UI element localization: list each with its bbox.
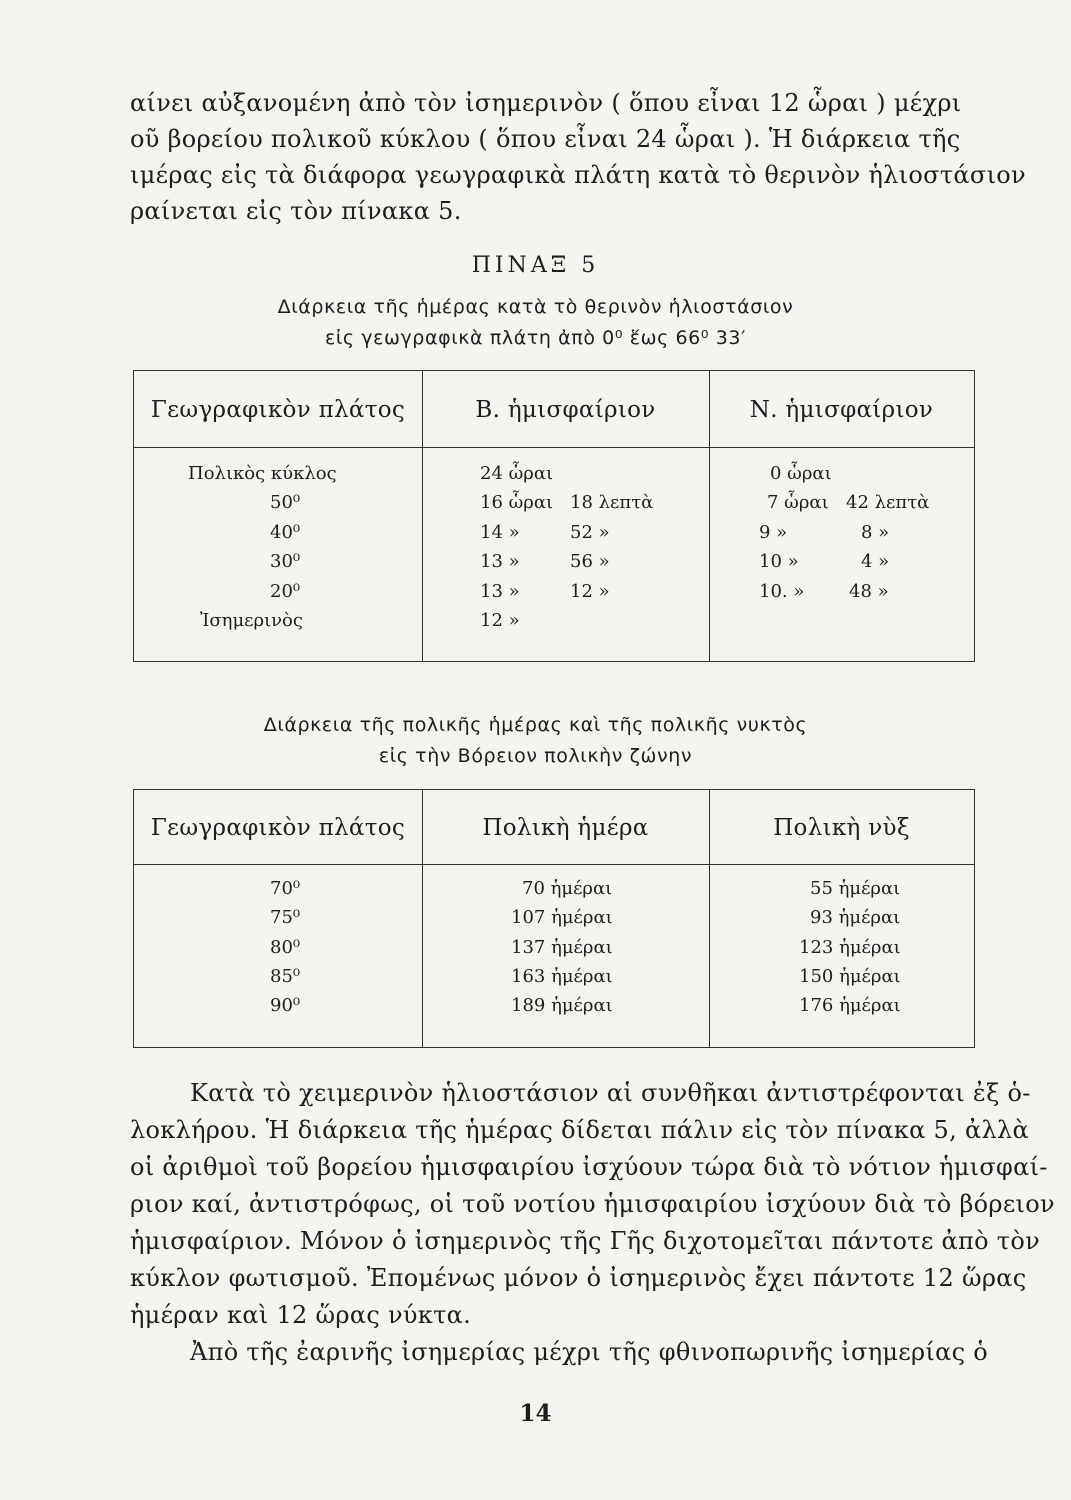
text-line: Ἀπὸ τῆς ἐαρινῆς ἰσημερίας μέχρι τῆς φθινοπωρινῆς ἰσημερίας ὁ [190,1338,989,1366]
cell-latitude: 90⁰ [270,995,301,1016]
cell-polar-night: 176 ἡμέραι [799,995,901,1016]
cell-latitude: 40⁰ [270,522,301,543]
header-polar-day: Πολικὴ ἡμέρα [482,815,649,841]
cell-polar-day: 137 ἡμέραι [511,937,613,958]
caption-line: εἰς γεωγραφικὰ πλάτη ἀπὸ 0⁰ ἕως 66⁰ 33′ [324,327,747,349]
cell-south-hours: 0 ὧραι [770,463,832,484]
text-line: ριον καί, ἀντιστρόφως, οἱ τοῦ νοτίου ἡμισφαιρίου ἰσχύουν διὰ τὸ βόρειον [130,1190,1055,1218]
text-line: ἡμισφαίριον. Μόνον ὁ ἰσημερινὸς τῆς Γῆς διχοτομεῖται πάντοτε ἀπὸ τὸν [130,1227,1040,1255]
cell-north-hours: 13 » [480,551,520,572]
cell-north-hours: 16 ὧραι [480,492,554,513]
table2-caption [0,710,1071,772]
cell-latitude: 30⁰ [270,551,301,572]
cell-south-minutes: 42 λεπτὰ [846,492,930,513]
cell-latitude: 20⁰ [270,581,301,602]
header-south-hemisphere: Ν. ἡμισφαίριον [749,397,934,423]
text-line: ἡμέραν καὶ 12 ὥρας νύκτα. [130,1301,472,1329]
cell-south-hours: 10. » [759,581,805,602]
cell-north-minutes: 56 » [570,551,610,572]
cell-latitude: Ἰσημερινὸς [200,610,303,631]
daylight-table [133,370,975,662]
cell-south-minutes: 48 » [849,581,889,602]
cell-south-minutes: 4 » [861,551,890,572]
caption-line: εἰς τὴν Βόρειον πολικὴν ζώνην [378,745,693,767]
cell-latitude: 50⁰ [270,492,301,513]
cell-south-minutes: 8 » [861,522,890,543]
polar-day-night-table [133,789,975,1048]
cell-latitude: 70⁰ [270,878,301,899]
cell-polar-night: 55 ἡμέραι [810,878,901,899]
text-line: ιμέρας εἰς τὰ διάφορα γεωγραφικὰ πλάτη κατὰ τὸ θερινὸν ἡλιοστάσιον [130,161,1026,189]
cell-latitude: Πολικὸς κύκλος [188,463,337,484]
intro-paragraph [130,85,1026,229]
text-line: Κατὰ τὸ χειμερινὸν ἡλιοστάσιον αἱ συνθῆκαι ἀντιστρέφονται ἐξ ὁ- [190,1079,1031,1107]
text-line: κύκλον φωτισμοῦ. Ἐπομένως μόνον ὁ ἰσημερινὸς ἔχει πάντοτε 12 ὥρας [130,1264,1027,1292]
table1-caption [0,292,1071,354]
text-line: αίνει αὐξανομένη ἀπὸ τὸν ἰσημερινὸν ( ὅπου εἶναι 12 ὧραι ) μέχρι [130,89,962,117]
page-number: 14 [519,1400,552,1427]
cell-polar-night: 123 ἡμέραι [799,937,901,958]
cell-polar-night: 93 ἡμέραι [810,907,901,928]
header-latitude: Γεωγραφικὸν πλάτος [150,397,406,423]
cell-north-hours: 24 ὧραι [480,463,554,484]
cell-latitude: 85⁰ [270,966,301,987]
cell-latitude: 80⁰ [270,937,301,958]
text-line: λοκλήρου. Ἡ διάρκεια τῆς ἡμέρας δίδεται πάλιν εἰς τὸν πίνακα 5, ἀλλὰ [130,1116,1030,1144]
text-line: οῦ βορείου πολικοῦ κύκλου ( ὅπου εἶναι 24 ὧραι ). Ἡ διάρκεια τῆς [130,125,961,153]
cell-north-hours: 12 » [480,610,520,631]
cell-north-minutes: 12 » [570,581,610,602]
caption-line: Διάρκεια τῆς ἡμέρας κατὰ τὸ θερινὸν ἡλιοστάσιον [277,296,794,318]
cell-north-hours: 14 » [480,522,520,543]
cell-polar-night: 150 ἡμέραι [799,966,901,987]
cell-polar-day: 107 ἡμέραι [511,907,613,928]
cell-south-hours: 7 ὧραι [767,492,829,513]
cell-polar-day: 163 ἡμέραι [511,966,613,987]
cell-south-hours: 9 » [759,522,788,543]
cell-north-minutes: 18 λεπτὰ [570,492,654,513]
header-polar-night: Πολικὴ νὺξ [773,815,910,841]
cell-polar-day: 189 ἡμέραι [511,995,613,1016]
table-number-heading: ΠΙΝΑΞ 5 [471,253,600,278]
header-north-hemisphere: Β. ἡμισφαίριον [475,397,656,423]
cell-north-hours: 13 » [480,581,520,602]
text-line: ραίνεται εἰς τὸν πίνακα 5. [130,197,462,225]
cell-latitude: 75⁰ [270,907,301,928]
text-line: οἱ ἀριθμοὶ τοῦ βορείου ἡμισφαιρίου ἰσχύουν τώρα διὰ τὸ νότιον ἡμισφαί- [130,1153,1048,1181]
cell-north-minutes: 52 » [570,522,610,543]
body-paragraph [130,1075,1055,1371]
cell-polar-day: 70 ἡμέραι [522,878,613,899]
caption-line: Διάρκεια τῆς πολικῆς ἡμέρας καὶ τῆς πολικῆς νυκτὸς [263,714,808,736]
header-latitude: Γεωγραφικὸν πλάτος [150,815,406,841]
cell-south-hours: 10 » [759,551,799,572]
